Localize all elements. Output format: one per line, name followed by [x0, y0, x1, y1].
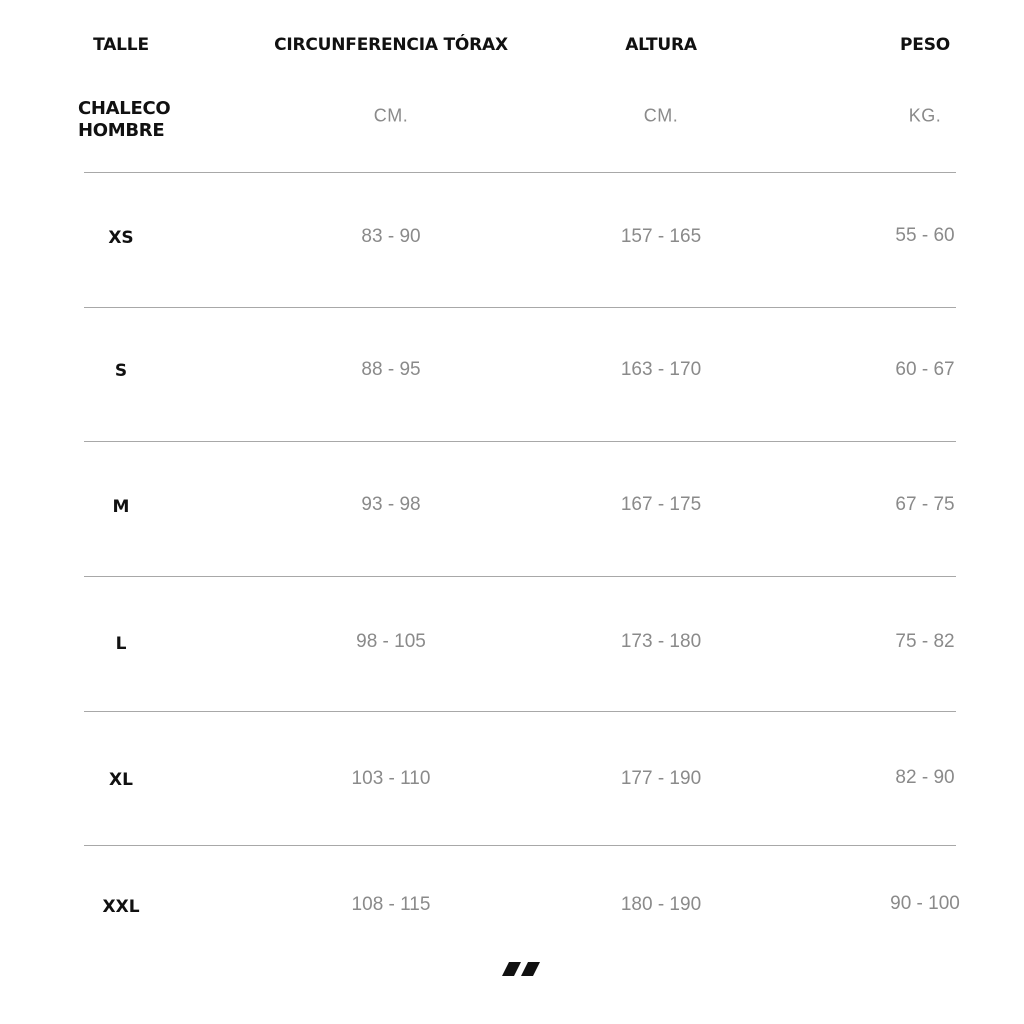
size-m: M: [112, 497, 130, 517]
weight-m: 67 - 75: [895, 494, 955, 515]
height-m: 167 - 175: [620, 494, 702, 515]
chest-m: 93 - 98: [361, 494, 421, 515]
unit-height: CM.: [643, 105, 679, 126]
chest-s: 88 - 95: [361, 359, 421, 380]
double-slash-logo-icon: [502, 962, 540, 976]
height-xxl: 180 - 190: [620, 894, 702, 915]
chest-xxl: 108 - 115: [351, 894, 431, 915]
row-divider: [84, 576, 956, 577]
row-divider: [84, 441, 956, 442]
height-l: 173 - 180: [620, 631, 702, 652]
chest-xs: 83 - 90: [361, 226, 421, 247]
weight-l: 75 - 82: [895, 631, 955, 652]
product-label: [78, 98, 170, 142]
height-s: 163 - 170: [620, 359, 702, 380]
height-xs: 157 - 165: [620, 226, 702, 247]
header-circunferencia-torax: CIRCUNFERENCIA TÓRAX: [274, 35, 508, 55]
row-divider: [84, 711, 956, 712]
row-divider: [84, 845, 956, 846]
chest-xl: 103 - 110: [351, 768, 431, 789]
weight-xl: 82 - 90: [895, 767, 955, 788]
product-label-line2: HOMBRE: [78, 120, 165, 141]
size-xs: XS: [108, 228, 134, 248]
header-altura: ALTURA: [625, 35, 697, 55]
unit-chest: CM.: [373, 105, 409, 126]
size-l: L: [115, 634, 127, 654]
weight-xxl: 90 - 100: [890, 893, 960, 914]
unit-weight: KG.: [908, 105, 942, 126]
header-peso: PESO: [900, 35, 950, 55]
row-divider: [84, 172, 956, 173]
size-xxl: XXL: [102, 897, 140, 917]
chest-l: 98 - 105: [356, 631, 426, 652]
product-label-line1: CHALECO: [78, 98, 171, 119]
header-talle: TALLE: [93, 35, 149, 55]
size-xl: XL: [109, 770, 133, 790]
weight-xs: 55 - 60: [895, 225, 955, 246]
weight-s: 60 - 67: [895, 359, 955, 380]
height-xl: 177 - 190: [620, 768, 702, 789]
row-divider: [84, 307, 956, 308]
size-s: S: [114, 361, 128, 381]
